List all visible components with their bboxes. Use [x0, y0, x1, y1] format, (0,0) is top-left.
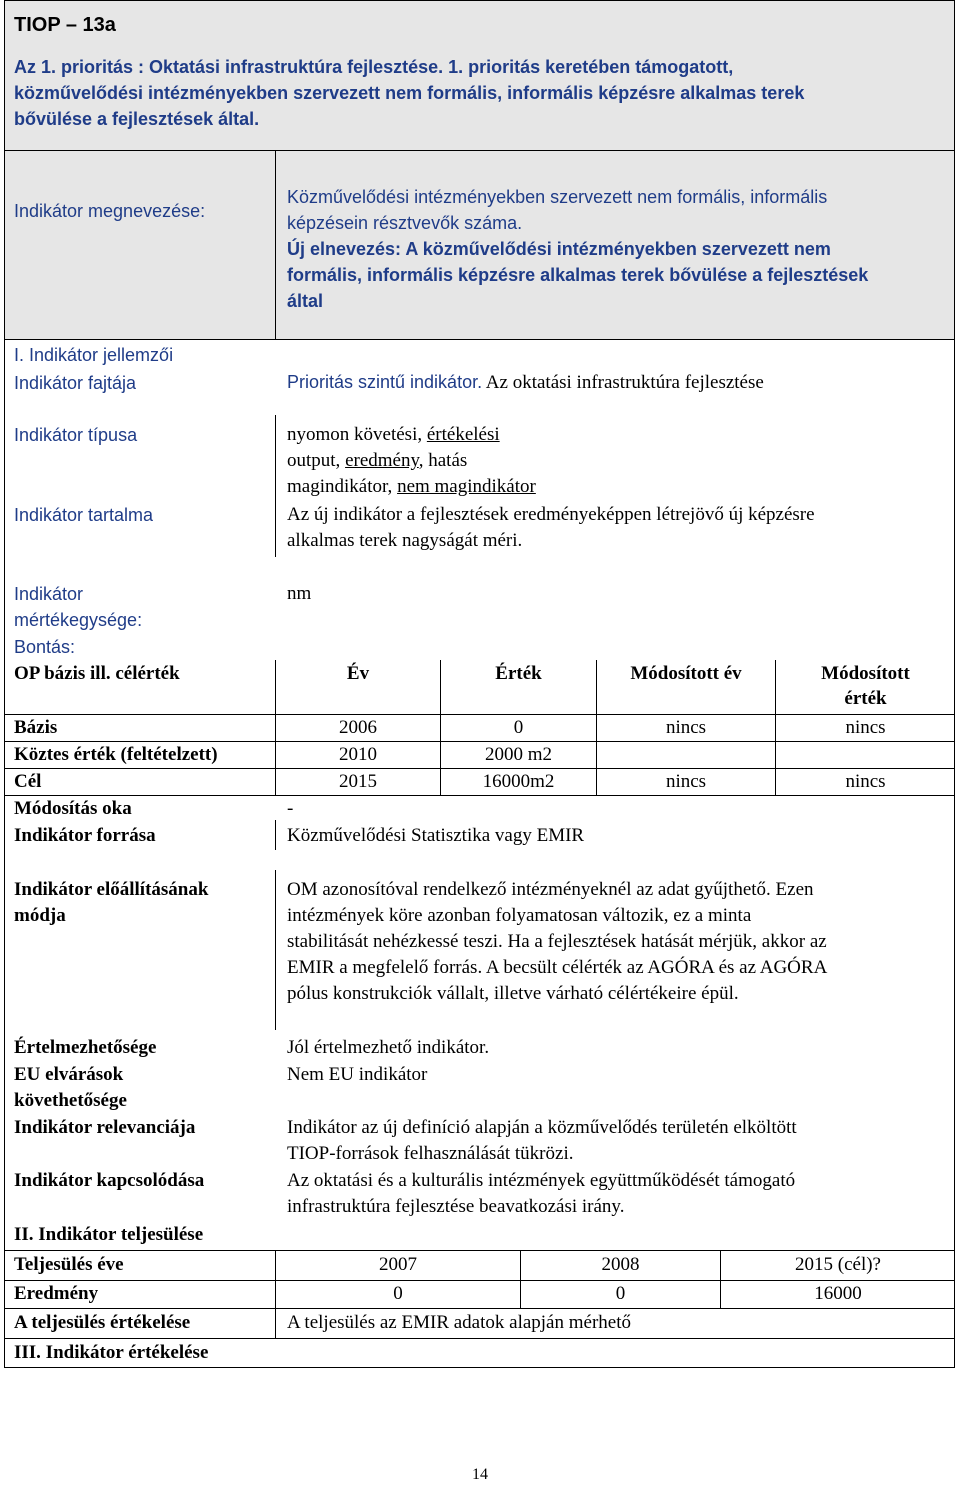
relevance-value: Indikátor az új definíció alapján a közművelődés területén elköltött: [287, 1117, 797, 1138]
result-cell: 16000: [814, 1283, 862, 1304]
table-cell: nincs: [845, 771, 886, 792]
connection-value: infrastruktúra fejlesztése beavatkozási irány.: [287, 1196, 625, 1217]
indicator-new-name: formális, informális képzésre alkalmas terek bővülése a fejlesztések: [287, 265, 869, 285]
indicator-name-value: képzésein résztvevők száma.: [287, 213, 523, 233]
connection-label: Indikátor kapcsolódása: [14, 1170, 205, 1191]
content-value: alkalmas terek nagyságát méri.: [287, 530, 523, 551]
indicator-new-name: Új elnevezés: A közművelődési intézményekben szervezett nem: [287, 239, 831, 259]
year-cell: 2007: [379, 1254, 417, 1275]
eu-label: követhetősége: [14, 1090, 127, 1111]
unit-value: nm: [287, 583, 312, 604]
table-cell: 2015: [339, 771, 377, 792]
indicator-new-name: által: [287, 291, 324, 311]
production-divider: [275, 870, 276, 1030]
content-value: Az új indikátor a fejlesztések eredményeképpen létrejövő új képzésre: [287, 504, 815, 525]
year-cell: 2008: [601, 1254, 640, 1275]
eu-value: Nem EU indikátor: [287, 1064, 428, 1085]
connection-value: Az oktatási és a kulturális intézmények együttműködését támogató: [287, 1170, 796, 1191]
content-label: Indikátor tartalma: [14, 505, 154, 525]
table-cell: 16000m2: [482, 771, 555, 792]
result-line: [4, 1308, 955, 1309]
table-row-label: Cél: [14, 771, 42, 792]
page-number: 14: [472, 1466, 488, 1483]
production-value: stabilitását nehézkessé teszi. Ha a fejlesztések hatását mérjük, akkor az: [287, 931, 827, 952]
interpretability-value: Jól értelmezhető indikátor.: [287, 1037, 490, 1058]
production-value: pólus konstrukciók vállalt, illetve várható célértékeire épül.: [287, 983, 739, 1004]
production-value: OM azonosítóval rendelkező intézményeknél az adat gyűjthető. Ezen: [287, 879, 814, 900]
name-row-divider: [275, 150, 276, 340]
indicator-name-value: Közművelődési intézményekben szervezett nem formális, informális: [287, 187, 828, 207]
document-code: TIOP – 13a: [14, 14, 116, 36]
production-value: EMIR a megfelelő forrás. A becsült célérték az AGÓRA és az AGÓRA: [287, 957, 828, 978]
table-row-label: Bázis: [14, 717, 58, 738]
indicator-name-label: Indikátor megnevezése:: [14, 201, 206, 221]
production-label: Indikátor előállításának: [14, 879, 209, 900]
mod-reason-label: Módosítás oka: [14, 798, 132, 819]
source-value: Közművelődési Statisztika vagy EMIR: [287, 825, 585, 846]
kind-label: Indikátor fajtája: [14, 373, 137, 393]
result-cell: 0: [393, 1283, 403, 1304]
years-label: Teljesülés éve: [14, 1254, 124, 1275]
type-value: nyomon követési, értékelési: [287, 424, 500, 445]
target-col-value: Érték: [495, 663, 542, 684]
priority-line: Az 1. prioritás : Oktatási infrastruktúra fejlesztése. 1. prioritás keretében támogatott,: [14, 57, 734, 77]
type-label: Indikátor típusa: [14, 425, 138, 445]
result-label: Eredmény: [14, 1283, 99, 1304]
section2-title: II. Indikátor teljesülése: [14, 1224, 204, 1245]
production-value: intézmények köre azonban folyamatosan változik, ez a minta: [287, 905, 752, 926]
table-cell: nincs: [665, 717, 707, 738]
table-cell: 0: [513, 717, 524, 738]
interpretability-label: Értelmezhetősége: [14, 1037, 157, 1058]
target-col-year: Év: [346, 663, 370, 684]
table-cell: nincs: [665, 771, 707, 792]
type-divider: [275, 415, 276, 557]
target-col-mod-year: Módosított év: [630, 663, 742, 684]
eval-line: [4, 1338, 955, 1339]
result-cell: 0: [615, 1283, 626, 1304]
table-row-label: Köztes érték (feltételzett): [14, 744, 218, 765]
source-divider: [275, 820, 276, 850]
section1-title: I. Indikátor jellemzői: [14, 345, 174, 365]
type-value: magindikátor, nem magindikátor: [287, 476, 536, 497]
eu-label: EU elvárások: [14, 1064, 124, 1085]
unit-label: Indikátor: [14, 584, 84, 604]
target-col-mod-value: érték: [844, 688, 887, 709]
section3-title: III. Indikátor értékelése: [14, 1342, 209, 1363]
priority-line: bővülése a fejlesztések által.: [14, 109, 260, 129]
production-label: módja: [14, 905, 66, 926]
kind-value: Prioritás szintű indikátor. Az oktatási infrastruktúra fejlesztése: [287, 372, 764, 393]
target-col-label: OP bázis ill. célérték: [14, 663, 180, 684]
eval-label: A teljesülés értékelése: [14, 1312, 191, 1333]
table-cell: nincs: [845, 717, 886, 738]
table-cell: 2010: [339, 744, 377, 765]
year-cell: 2015 (cél)?: [795, 1254, 881, 1275]
table-cell: 2006: [339, 717, 377, 738]
mod-reason-value: -: [287, 798, 294, 819]
target-col-mod-value: Módosított: [821, 663, 910, 684]
eval-value: A teljesülés az EMIR adatok alapján mérhető: [287, 1312, 631, 1333]
relevance-label: Indikátor relevanciája: [14, 1117, 196, 1138]
table-cell: 2000 m2: [484, 744, 553, 765]
source-label: Indikátor forrása: [14, 825, 156, 846]
relevance-value: TIOP-források felhasználását tükrözi.: [287, 1143, 574, 1164]
target-table-line: [4, 795, 955, 796]
priority-line: közművelődési intézményekben szervezett nem formális, informális képzésre alkalmas terek: [14, 83, 805, 103]
type-value: output, eredmény, hatás: [287, 450, 468, 471]
breakdown-label: Bontás:: [14, 637, 76, 657]
section2-line: [4, 1250, 955, 1251]
unit-label: mértékegysége:: [14, 610, 143, 630]
